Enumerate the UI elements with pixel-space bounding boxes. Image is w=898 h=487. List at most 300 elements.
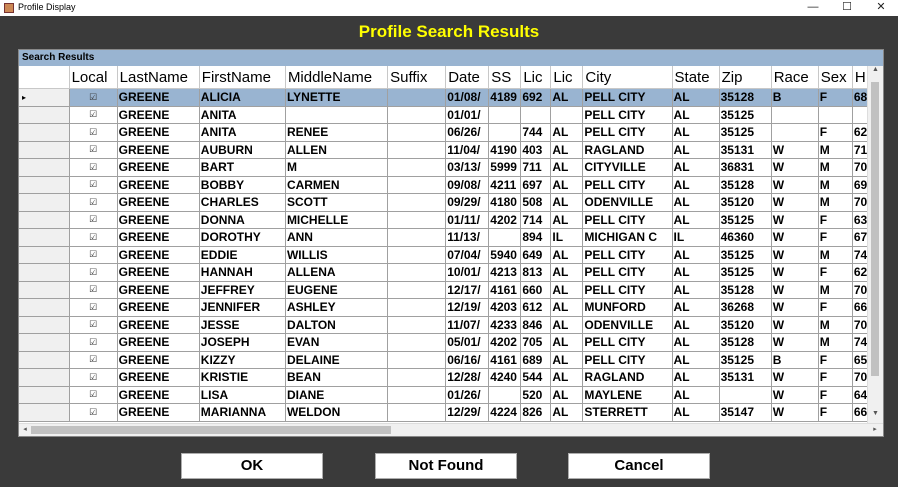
cell-sex[interactable]: F <box>818 124 852 142</box>
cell-lic-state[interactable]: AL <box>551 176 583 194</box>
column-header-firstname[interactable]: FirstName <box>199 66 285 89</box>
cell-sex[interactable]: F <box>818 369 852 387</box>
cell-middlename[interactable]: RENEE <box>285 124 387 142</box>
cell-suffix[interactable] <box>388 334 446 352</box>
local-checkbox[interactable]: ☑ <box>69 229 117 247</box>
cell-lic-number[interactable]: 813 <box>521 264 551 282</box>
local-checkbox[interactable]: ☑ <box>69 246 117 264</box>
column-header-suffix[interactable]: Suffix <box>388 66 446 89</box>
cell-zip[interactable]: 35128 <box>719 281 771 299</box>
cell-middlename[interactable]: ALLENA <box>285 264 387 282</box>
cell-lastname[interactable]: GREENE <box>117 334 199 352</box>
cell-height[interactable]: 71 <box>852 141 884 159</box>
cell-city[interactable]: PELL CITY <box>583 281 672 299</box>
row-header[interactable] <box>19 264 69 282</box>
cell-lic-state[interactable]: AL <box>551 281 583 299</box>
cell-ss[interactable]: 4240 <box>489 369 521 387</box>
row-header[interactable] <box>19 299 69 317</box>
cell-lic-state[interactable]: AL <box>551 89 583 107</box>
cell-date[interactable]: 09/08/ <box>446 176 489 194</box>
cell-suffix[interactable] <box>388 404 446 422</box>
cell-race[interactable]: W <box>771 316 818 334</box>
cell-firstname[interactable]: ALICIA <box>199 89 285 107</box>
cell-city[interactable]: ODENVILLE <box>583 194 672 212</box>
cell-date[interactable]: 11/13/ <box>446 229 489 247</box>
row-header[interactable] <box>19 334 69 352</box>
row-header[interactable] <box>19 194 69 212</box>
cell-race[interactable]: W <box>771 229 818 247</box>
cell-date[interactable]: 10/01/ <box>446 264 489 282</box>
cell-ss[interactable]: 4189 <box>489 89 521 107</box>
cell-state[interactable]: AL <box>672 334 719 352</box>
cell-middlename[interactable]: EUGENE <box>285 281 387 299</box>
local-checkbox[interactable]: ☑ <box>69 334 117 352</box>
row-header[interactable] <box>19 386 69 404</box>
column-header-height[interactable]: H <box>852 66 884 89</box>
cell-state[interactable]: AL <box>672 141 719 159</box>
column-header-race[interactable]: Race <box>771 66 818 89</box>
row-header[interactable] <box>19 159 69 177</box>
cell-race[interactable]: W <box>771 211 818 229</box>
cell-zip[interactable]: 35131 <box>719 369 771 387</box>
row-header[interactable] <box>19 351 69 369</box>
row-header[interactable] <box>19 281 69 299</box>
cell-zip[interactable]: 36831 <box>719 159 771 177</box>
cell-firstname[interactable]: DOROTHY <box>199 229 285 247</box>
cell-ss[interactable]: 4211 <box>489 176 521 194</box>
column-header-lic-state[interactable]: Lic <box>551 66 583 89</box>
scroll-down-arrow-icon[interactable]: ▼ <box>872 410 879 417</box>
cell-ss[interactable]: 4161 <box>489 281 521 299</box>
cell-date[interactable]: 12/29/ <box>446 404 489 422</box>
horizontal-scrollbar[interactable] <box>19 423 883 436</box>
cell-lic-number[interactable]: 697 <box>521 176 551 194</box>
cell-lic-state[interactable] <box>551 106 583 124</box>
table-row[interactable] <box>19 404 884 422</box>
cell-date[interactable]: 01/08/ <box>446 89 489 107</box>
table-row[interactable] <box>19 334 884 352</box>
cell-sex[interactable]: M <box>818 281 852 299</box>
cell-sex[interactable]: M <box>818 316 852 334</box>
cell-height[interactable]: 70 <box>852 159 884 177</box>
cell-lic-number[interactable]: 692 <box>521 89 551 107</box>
cell-city[interactable]: CITYVILLE <box>583 159 672 177</box>
cell-city[interactable]: MICHIGAN C <box>583 229 672 247</box>
cell-city[interactable]: PELL CITY <box>583 106 672 124</box>
cell-middlename[interactable]: ASHLEY <box>285 299 387 317</box>
cell-lastname[interactable]: GREENE <box>117 351 199 369</box>
column-header-date[interactable]: Date <box>446 66 489 89</box>
cell-race[interactable]: B <box>771 351 818 369</box>
column-header-zip[interactable]: Zip <box>719 66 771 89</box>
local-checkbox[interactable]: ☑ <box>69 141 117 159</box>
cell-lastname[interactable]: GREENE <box>117 316 199 334</box>
cancel-button[interactable]: Cancel <box>568 453 710 479</box>
cell-height[interactable]: 74 <box>852 334 884 352</box>
cell-middlename[interactable]: WELDON <box>285 404 387 422</box>
cell-city[interactable]: MAYLENE <box>583 386 672 404</box>
cell-date[interactable]: 11/07/ <box>446 316 489 334</box>
horizontal-scroll-thumb[interactable] <box>31 426 391 434</box>
cell-ss[interactable] <box>489 386 521 404</box>
cell-city[interactable]: PELL CITY <box>583 351 672 369</box>
cell-state[interactable]: AL <box>672 106 719 124</box>
cell-date[interactable]: 09/29/ <box>446 194 489 212</box>
cell-city[interactable]: RAGLAND <box>583 141 672 159</box>
cell-suffix[interactable] <box>388 281 446 299</box>
close-button[interactable]: ✕ <box>876 1 886 13</box>
cell-sex[interactable]: F <box>818 211 852 229</box>
cell-state[interactable]: AL <box>672 176 719 194</box>
cell-state[interactable]: AL <box>672 264 719 282</box>
cell-height[interactable]: 74 <box>852 246 884 264</box>
cell-lic-number[interactable]: 403 <box>521 141 551 159</box>
cell-lic-state[interactable]: AL <box>551 211 583 229</box>
cell-suffix[interactable] <box>388 386 446 404</box>
table-row[interactable] <box>19 386 884 404</box>
row-header[interactable] <box>19 404 69 422</box>
local-checkbox[interactable]: ☑ <box>69 404 117 422</box>
cell-suffix[interactable] <box>388 194 446 212</box>
cell-lic-number[interactable]: 544 <box>521 369 551 387</box>
row-header[interactable] <box>19 246 69 264</box>
cell-sex[interactable]: M <box>818 246 852 264</box>
cell-lastname[interactable]: GREENE <box>117 281 199 299</box>
cell-sex[interactable]: F <box>818 229 852 247</box>
cell-date[interactable]: 06/26/ <box>446 124 489 142</box>
cell-lastname[interactable]: GREENE <box>117 211 199 229</box>
cell-date[interactable]: 11/04/ <box>446 141 489 159</box>
local-checkbox[interactable]: ☑ <box>69 264 117 282</box>
cell-firstname[interactable]: KRISTIE <box>199 369 285 387</box>
ok-button[interactable]: OK <box>181 453 323 479</box>
cell-height[interactable]: 69 <box>852 176 884 194</box>
cell-firstname[interactable]: EDDIE <box>199 246 285 264</box>
cell-lic-state[interactable]: IL <box>551 229 583 247</box>
cell-ss[interactable]: 4203 <box>489 299 521 317</box>
cell-height[interactable]: 66 <box>852 299 884 317</box>
cell-race[interactable] <box>771 124 818 142</box>
cell-date[interactable]: 01/11/ <box>446 211 489 229</box>
cell-ss[interactable] <box>489 124 521 142</box>
column-header-middlename[interactable]: MiddleName <box>285 66 387 89</box>
cell-firstname[interactable]: JESSE <box>199 316 285 334</box>
cell-ss[interactable]: 4202 <box>489 211 521 229</box>
cell-sex[interactable]: M <box>818 194 852 212</box>
row-header[interactable] <box>19 141 69 159</box>
cell-race[interactable]: W <box>771 281 818 299</box>
column-header-ss[interactable]: SS <box>489 66 521 89</box>
cell-height[interactable]: 62 <box>852 264 884 282</box>
cell-sex[interactable]: F <box>818 351 852 369</box>
cell-ss[interactable] <box>489 106 521 124</box>
cell-state[interactable]: AL <box>672 281 719 299</box>
cell-state[interactable]: AL <box>672 159 719 177</box>
cell-height[interactable]: 70 <box>852 316 884 334</box>
cell-city[interactable]: PELL CITY <box>583 246 672 264</box>
cell-lastname[interactable]: GREENE <box>117 159 199 177</box>
table-row[interactable] <box>19 264 884 282</box>
cell-ss[interactable]: 5999 <box>489 159 521 177</box>
cell-lastname[interactable]: GREENE <box>117 229 199 247</box>
cell-lastname[interactable]: GREENE <box>117 299 199 317</box>
cell-lic-number[interactable]: 711 <box>521 159 551 177</box>
maximize-button[interactable]: ☐ <box>842 1 852 13</box>
local-checkbox[interactable]: ☑ <box>69 176 117 194</box>
row-header[interactable] <box>19 229 69 247</box>
cell-height[interactable]: 66 <box>852 404 884 422</box>
scroll-right-arrow-icon[interactable]: ▸ <box>873 426 877 433</box>
cell-suffix[interactable] <box>388 229 446 247</box>
cell-ss[interactable]: 4213 <box>489 264 521 282</box>
cell-city[interactable]: PELL CITY <box>583 264 672 282</box>
row-header[interactable] <box>19 124 69 142</box>
cell-race[interactable] <box>771 106 818 124</box>
cell-sex[interactable]: M <box>818 334 852 352</box>
cell-zip[interactable]: 36268 <box>719 299 771 317</box>
cell-lic-state[interactable]: AL <box>551 299 583 317</box>
cell-race[interactable]: W <box>771 334 818 352</box>
cell-date[interactable]: 05/01/ <box>446 334 489 352</box>
local-checkbox[interactable]: ☑ <box>69 281 117 299</box>
local-checkbox[interactable]: ☑ <box>69 299 117 317</box>
cell-race[interactable]: W <box>771 176 818 194</box>
cell-race[interactable]: W <box>771 299 818 317</box>
cell-lic-state[interactable]: AL <box>551 386 583 404</box>
cell-middlename[interactable]: ANN <box>285 229 387 247</box>
cell-middlename[interactable]: MICHELLE <box>285 211 387 229</box>
cell-date[interactable]: 12/19/ <box>446 299 489 317</box>
column-header-city[interactable]: City <box>583 66 672 89</box>
cell-sex[interactable]: F <box>818 386 852 404</box>
cell-firstname[interactable]: BOBBY <box>199 176 285 194</box>
cell-suffix[interactable] <box>388 369 446 387</box>
cell-state[interactable]: AL <box>672 89 719 107</box>
local-checkbox[interactable]: ☑ <box>69 89 117 107</box>
cell-lic-state[interactable]: AL <box>551 404 583 422</box>
cell-date[interactable]: 06/16/ <box>446 351 489 369</box>
cell-zip[interactable]: 35125 <box>719 351 771 369</box>
cell-date[interactable]: 07/04/ <box>446 246 489 264</box>
table-row[interactable] <box>19 124 884 142</box>
cell-lic-state[interactable]: AL <box>551 369 583 387</box>
cell-firstname[interactable]: JENNIFER <box>199 299 285 317</box>
cell-suffix[interactable] <box>388 264 446 282</box>
cell-firstname[interactable]: JOSEPH <box>199 334 285 352</box>
cell-lic-state[interactable]: AL <box>551 334 583 352</box>
cell-date[interactable]: 01/01/ <box>446 106 489 124</box>
cell-lic-state[interactable]: AL <box>551 246 583 264</box>
cell-lastname[interactable]: GREENE <box>117 89 199 107</box>
cell-sex[interactable]: F <box>818 264 852 282</box>
cell-city[interactable]: MUNFORD <box>583 299 672 317</box>
local-checkbox[interactable]: ☑ <box>69 351 117 369</box>
cell-lastname[interactable]: GREENE <box>117 194 199 212</box>
local-checkbox[interactable]: ☑ <box>69 106 117 124</box>
cell-firstname[interactable]: ANITA <box>199 106 285 124</box>
local-checkbox[interactable]: ☑ <box>69 159 117 177</box>
cell-middlename[interactable]: SCOTT <box>285 194 387 212</box>
cell-lic-number[interactable]: 846 <box>521 316 551 334</box>
row-header[interactable]: ▸ <box>19 89 69 107</box>
cell-height[interactable]: 70 <box>852 369 884 387</box>
cell-state[interactable]: AL <box>672 351 719 369</box>
cell-lastname[interactable]: GREENE <box>117 124 199 142</box>
cell-state[interactable]: AL <box>672 194 719 212</box>
cell-state[interactable]: AL <box>672 246 719 264</box>
cell-lic-number[interactable]: 508 <box>521 194 551 212</box>
cell-ss[interactable]: 4202 <box>489 334 521 352</box>
table-row[interactable] <box>19 211 884 229</box>
local-checkbox[interactable]: ☑ <box>69 316 117 334</box>
row-header[interactable] <box>19 211 69 229</box>
cell-city[interactable]: PELL CITY <box>583 176 672 194</box>
cell-lic-state[interactable]: AL <box>551 351 583 369</box>
cell-state[interactable]: AL <box>672 316 719 334</box>
cell-lastname[interactable]: GREENE <box>117 369 199 387</box>
cell-lastname[interactable]: GREENE <box>117 404 199 422</box>
column-header-sex[interactable]: Sex <box>818 66 852 89</box>
local-checkbox[interactable]: ☑ <box>69 194 117 212</box>
cell-height[interactable]: 62 <box>852 124 884 142</box>
row-header[interactable] <box>19 369 69 387</box>
cell-state[interactable]: IL <box>672 229 719 247</box>
cell-middlename[interactable]: CARMEN <box>285 176 387 194</box>
cell-sex[interactable]: F <box>818 299 852 317</box>
cell-date[interactable]: 01/26/ <box>446 386 489 404</box>
cell-lic-number[interactable]: 714 <box>521 211 551 229</box>
cell-lastname[interactable]: GREENE <box>117 141 199 159</box>
cell-zip[interactable]: 35128 <box>719 334 771 352</box>
cell-state[interactable]: AL <box>672 211 719 229</box>
cell-suffix[interactable] <box>388 106 446 124</box>
cell-zip[interactable]: 35125 <box>719 246 771 264</box>
cell-city[interactable]: PELL CITY <box>583 334 672 352</box>
cell-sex[interactable]: M <box>818 176 852 194</box>
cell-race[interactable]: W <box>771 159 818 177</box>
table-row[interactable] <box>19 141 884 159</box>
cell-zip[interactable]: 35131 <box>719 141 771 159</box>
table-row[interactable] <box>19 299 884 317</box>
cell-zip[interactable] <box>719 386 771 404</box>
cell-height[interactable]: 64 <box>852 386 884 404</box>
cell-lic-number[interactable] <box>521 106 551 124</box>
cell-lastname[interactable]: GREENE <box>117 386 199 404</box>
table-row[interactable] <box>19 176 884 194</box>
table-row[interactable] <box>19 316 884 334</box>
cell-lic-number[interactable]: 894 <box>521 229 551 247</box>
cell-sex[interactable]: M <box>818 159 852 177</box>
cell-middlename[interactable]: DELAINE <box>285 351 387 369</box>
row-header[interactable] <box>19 176 69 194</box>
vertical-scrollbar[interactable] <box>867 66 883 424</box>
cell-city[interactable]: PELL CITY <box>583 89 672 107</box>
row-header[interactable] <box>19 106 69 124</box>
local-checkbox[interactable]: ☑ <box>69 124 117 142</box>
table-row[interactable] <box>19 369 884 387</box>
cell-race[interactable]: B <box>771 89 818 107</box>
cell-suffix[interactable] <box>388 246 446 264</box>
cell-suffix[interactable] <box>388 159 446 177</box>
cell-height[interactable]: 70 <box>852 281 884 299</box>
cell-lastname[interactable]: GREENE <box>117 106 199 124</box>
not-found-button[interactable]: Not Found <box>375 453 517 479</box>
cell-race[interactable]: W <box>771 386 818 404</box>
cell-firstname[interactable]: BART <box>199 159 285 177</box>
search-results-grid[interactable] <box>18 49 884 437</box>
table-row[interactable] <box>19 194 884 212</box>
cell-zip[interactable]: 35125 <box>719 264 771 282</box>
cell-zip[interactable]: 35125 <box>719 124 771 142</box>
scroll-up-arrow-icon[interactable]: ▲ <box>872 66 879 73</box>
cell-race[interactable]: W <box>771 369 818 387</box>
cell-state[interactable]: AL <box>672 299 719 317</box>
cell-height[interactable]: 70 <box>852 194 884 212</box>
cell-city[interactable]: ODENVILLE <box>583 316 672 334</box>
cell-firstname[interactable]: KIZZY <box>199 351 285 369</box>
cell-middlename[interactable]: ALLEN <box>285 141 387 159</box>
column-header-state[interactable]: State <box>672 66 719 89</box>
cell-race[interactable]: W <box>771 194 818 212</box>
cell-zip[interactable]: 35125 <box>719 211 771 229</box>
cell-lic-state[interactable]: AL <box>551 159 583 177</box>
cell-ss[interactable]: 4190 <box>489 141 521 159</box>
column-header-local[interactable]: Local <box>69 66 117 89</box>
cell-lic-number[interactable]: 612 <box>521 299 551 317</box>
cell-zip[interactable]: 46360 <box>719 229 771 247</box>
cell-zip[interactable]: 35120 <box>719 194 771 212</box>
cell-lic-state[interactable]: AL <box>551 194 583 212</box>
cell-height[interactable]: 63 <box>852 211 884 229</box>
cell-firstname[interactable]: MARIANNA <box>199 404 285 422</box>
cell-firstname[interactable]: CHARLES <box>199 194 285 212</box>
cell-sex[interactable]: M <box>818 141 852 159</box>
cell-lic-number[interactable]: 660 <box>521 281 551 299</box>
cell-lic-number[interactable]: 649 <box>521 246 551 264</box>
cell-lic-state[interactable]: AL <box>551 124 583 142</box>
cell-suffix[interactable] <box>388 124 446 142</box>
cell-middlename[interactable]: EVAN <box>285 334 387 352</box>
cell-city[interactable]: RAGLAND <box>583 369 672 387</box>
cell-sex[interactable] <box>818 106 852 124</box>
cell-middlename[interactable]: LYNETTE <box>285 89 387 107</box>
cell-lic-number[interactable]: 826 <box>521 404 551 422</box>
cell-race[interactable]: W <box>771 141 818 159</box>
cell-firstname[interactable]: AUBURN <box>199 141 285 159</box>
vertical-scroll-thumb[interactable] <box>871 82 879 376</box>
cell-suffix[interactable] <box>388 211 446 229</box>
cell-firstname[interactable]: ANITA <box>199 124 285 142</box>
table-row[interactable] <box>19 229 884 247</box>
cell-state[interactable]: AL <box>672 369 719 387</box>
cell-zip[interactable]: 35128 <box>719 89 771 107</box>
cell-date[interactable]: 12/28/ <box>446 369 489 387</box>
cell-lastname[interactable]: GREENE <box>117 264 199 282</box>
cell-lic-number[interactable]: 744 <box>521 124 551 142</box>
cell-suffix[interactable] <box>388 141 446 159</box>
cell-ss[interactable]: 4224 <box>489 404 521 422</box>
cell-suffix[interactable] <box>388 89 446 107</box>
cell-suffix[interactable] <box>388 299 446 317</box>
cell-suffix[interactable] <box>388 176 446 194</box>
cell-zip[interactable]: 35120 <box>719 316 771 334</box>
cell-ss[interactable]: 5940 <box>489 246 521 264</box>
cell-ss[interactable]: 4233 <box>489 316 521 334</box>
cell-zip[interactable]: 35128 <box>719 176 771 194</box>
table-row[interactable] <box>19 246 884 264</box>
cell-ss[interactable] <box>489 229 521 247</box>
column-header-lastname[interactable]: LastName <box>117 66 199 89</box>
